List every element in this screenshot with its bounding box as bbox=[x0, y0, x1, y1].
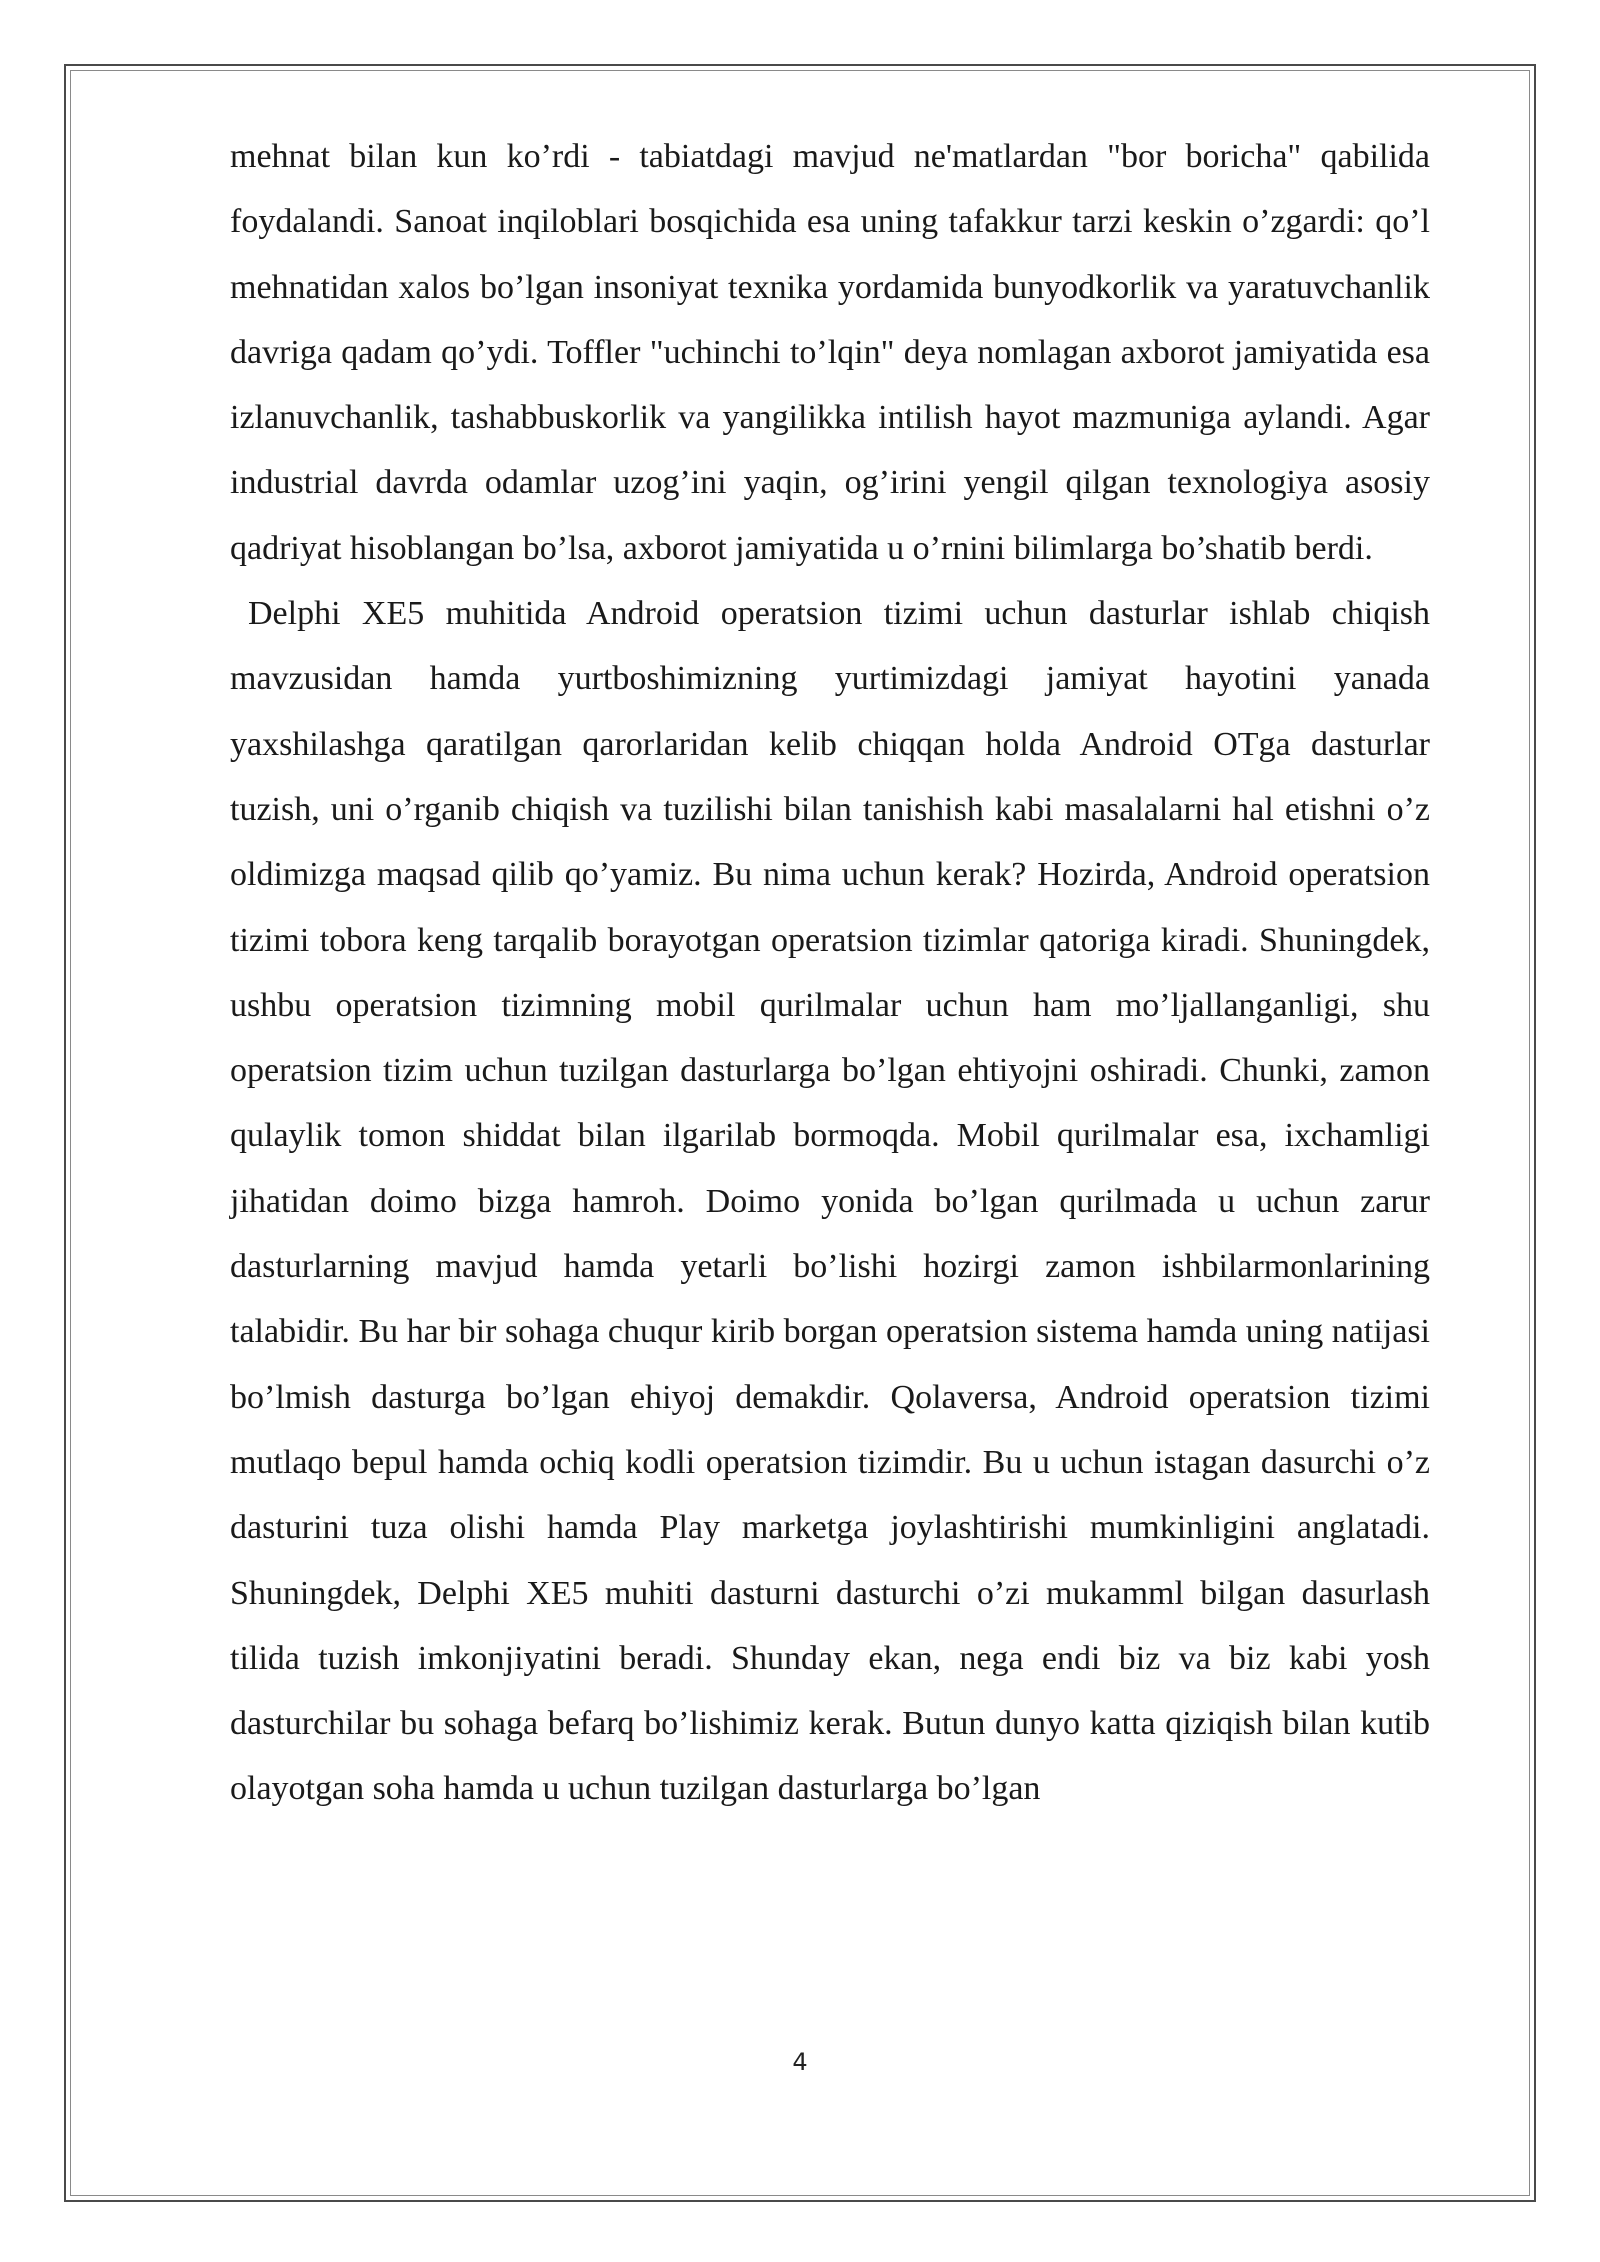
paragraph-1: mehnat bilan kun ko’rdi - tabiatdagi mavjud ne'matlardan "bor boricha" qabilida foydalandi. Sanoat inqiloblari bosqichida esa uning tafakkur tarzi keskin o’zgardi: qo’l mehnatidan xalos bo’lgan insoniyat texnika yordamida bunyodkorlik va yaratuvchanlik davriga qadam qo’ydi. Toffler "uchinchi to’lqin" deya nomlagan axborot jamiyatida esa izlanuvchanlik, tashabbuskorlik va yangilikka intilish hayot mazmuniga aylandi. Agar industrial davrda odamlar uzog’ini yaqin, og’irini yengil qilgan texnologiya asosiy qadriyat hisoblangan bo’lsa, axborot jamiyatida u o’rnini bilimlarga bo’shatib berdi. bbox=[230, 138, 1430, 567]
document-body bbox=[230, 124, 1430, 1822]
page-number: 4 bbox=[792, 2048, 808, 2076]
paragraph-2: Delphi XE5 muhitida Android operatsion tizimi uchun dasturlar ishlab chiqish mavzusidan hamda yurtboshimizning yurtimizdagi jamiyat hayotini yanada yaxshilashga qaratilgan qarorlaridan kelib chiqqan holda Android OTga dasturlar tuzish, uni o’rganib chiqish va tuzilishi bilan tanishish kabi masalalarni hal etishni o’z oldimizga maqsad qilib qo’yamiz. Bu nima uchun kerak? Hozirda, Android operatsion tizimi tobora keng tarqalib borayotgan operatsion tizimlar qatoriga kiradi. Shuningdek, ushbu operatsion tizimning mobil qurilmalar uchun ham mo’ljallanganligi, shu operatsion tizim uchun tuzilgan dasturlarga bo’lgan ehtiyojni oshiradi. Chunki, zamon qulaylik tomon shiddat bilan ilgarilab bormoqda. Mobil qurilmalar esa, ixchamligi jihatidan doimo bizga hamroh. Doimo yonida bo’lgan qurilmada u uchun zarur dasturlarning mavjud hamda yetarli bo’lishi hozirgi zamon ishbilarmonlarining talabidir. Bu har bir sohaga chuqur kirib borgan operatsion sistema hamda uning natijasi bo’lmish dasturga bo’lgan ehiyoj demakdir. Qolaversa, Android operatsion tizimi mutlaqo bepul hamda ochiq kodli operatsion tizimdir. Bu u uchun istagan dasurchi o’z dasturini tuza olishi hamda Play marketga joylashtirishi mumkinligini anglatadi. Shuningdek, Delphi XE5 muhiti dasturni dasturchi o’zi mukamml bilgan dasurlash tilida tuzish imkonjiyatini beradi. Shunday ekan, nega endi biz va biz kabi yosh dasturchilar bu sohaga befarq bo’lishimiz kerak. Butun dunyo katta qiziqish bilan kutib olayotgan soha hamda u uchun tuzilgan dasturlarga bo’lgan bbox=[230, 595, 1430, 1808]
